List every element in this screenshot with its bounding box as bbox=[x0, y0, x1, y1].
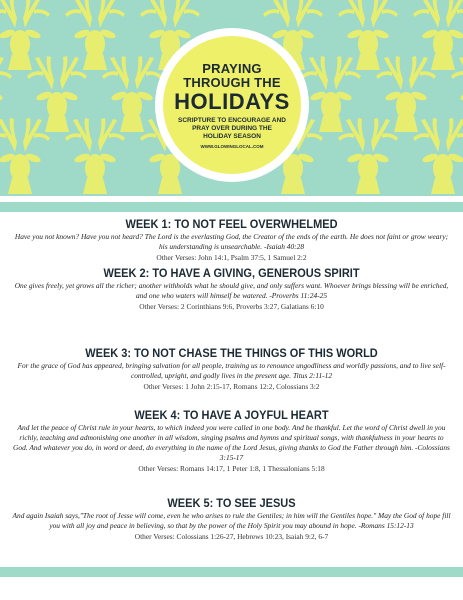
week-verse: And again Isaiah says,"The root of Jesse will come, even he who arises to rule the Gentiles; in him will the Gentiles hope." May the God of hope fill you with all joy and peace in believing, so that by the power of the Holy Spirit you may abound in hope. -Romans 15:12-13 bbox=[12, 511, 451, 530]
title-line-1: PRAYING bbox=[202, 60, 262, 76]
week-4-section bbox=[0, 409, 463, 474]
week-other-verses: Other Verses: Romans 14:17, 1 Peter 1:8, 1 Thessalonians 5:18 bbox=[138, 464, 325, 473]
week-heading: WEEK 3: TO NOT CHASE THE THINGS OF THIS WORLD bbox=[85, 347, 378, 361]
subtitle: SCRIPTURE TO ENCOURAGE AND PRAY OVER DURING THE HOLIDAY SEASON bbox=[178, 116, 286, 140]
title-holidays: HOLIDAYS bbox=[174, 88, 290, 114]
title-emblem-inner bbox=[163, 36, 301, 174]
week-1-section bbox=[0, 218, 463, 263]
week-verse: Have you not known? Have you not heard? The Lord is the everlasting God, the Creator of the ends of the earth. He does not faint or grow weary; his understanding is unsearchable. -Isaiah 40:28 bbox=[14, 232, 449, 251]
week-heading: WEEK 5: TO SEE JESUS bbox=[167, 497, 296, 511]
top-divider-band bbox=[0, 202, 463, 212]
week-heading: WEEK 1: TO NOT FEEL OVERWHELMED bbox=[125, 218, 338, 232]
title-emblem bbox=[155, 28, 309, 182]
week-verse: For the grace of God has appeared, bringing salvation for all people, training us to renounce ungodliness and worldly passions, and to live self-controlled, upright, and godly lives in the present age. Titus 2:11-12 bbox=[17, 361, 446, 380]
week-other-verses: Other Verses: 1 John 2:15-17, Romans 12:2, Colossians 3:2 bbox=[143, 382, 320, 391]
header-banner bbox=[0, 0, 463, 196]
website-url: WWW.GLOWINGLOCAL.COM bbox=[200, 143, 264, 149]
week-other-verses: Other Verses: 2 Corinthians 9:6, Proverbs 3:27, Galatians 6:10 bbox=[139, 302, 324, 311]
week-other-verses: Other Verses: Colossians 1:26-27, Hebrews 10:23, Isaiah 9:2, 6-7 bbox=[134, 532, 329, 541]
week-3-section bbox=[0, 347, 463, 392]
week-verse: One gives freely, yet grows all the richer; another withholds what he should give, and only suffers want. Whoever brings blessing will be enriched, and one who waters will himself be watered. -Proverbs 11:24-25 bbox=[14, 281, 449, 300]
week-5-section bbox=[0, 497, 463, 542]
bottom-divider-band bbox=[0, 567, 463, 577]
week-heading: WEEK 4: TO HAVE A JOYFUL HEART bbox=[134, 409, 329, 423]
title-line-2: THROUGH THE bbox=[183, 74, 281, 90]
week-other-verses: Other Verses: John 14:1, Psalm 37:5, 1 Samuel 2:2 bbox=[156, 253, 307, 262]
week-heading: WEEK 2: TO HAVE A GIVING, GENEROUS SPIRIT bbox=[103, 267, 360, 281]
week-verse: And let the peace of Christ rule in your hearts, to which indeed you were called in one body. And be thankful. Let the word of Christ dwell in you richly, teaching and admonishing one another in all wisdom, singing psalms and hymns and spiritual songs, with thankfulness in your hearts to God. And whatever you do, in word or deed, do everything in the name of the Lord Jesus, giving thanks to God the Father through him. -Colossians 3:15-17 bbox=[13, 423, 450, 462]
week-2-section bbox=[0, 267, 463, 312]
